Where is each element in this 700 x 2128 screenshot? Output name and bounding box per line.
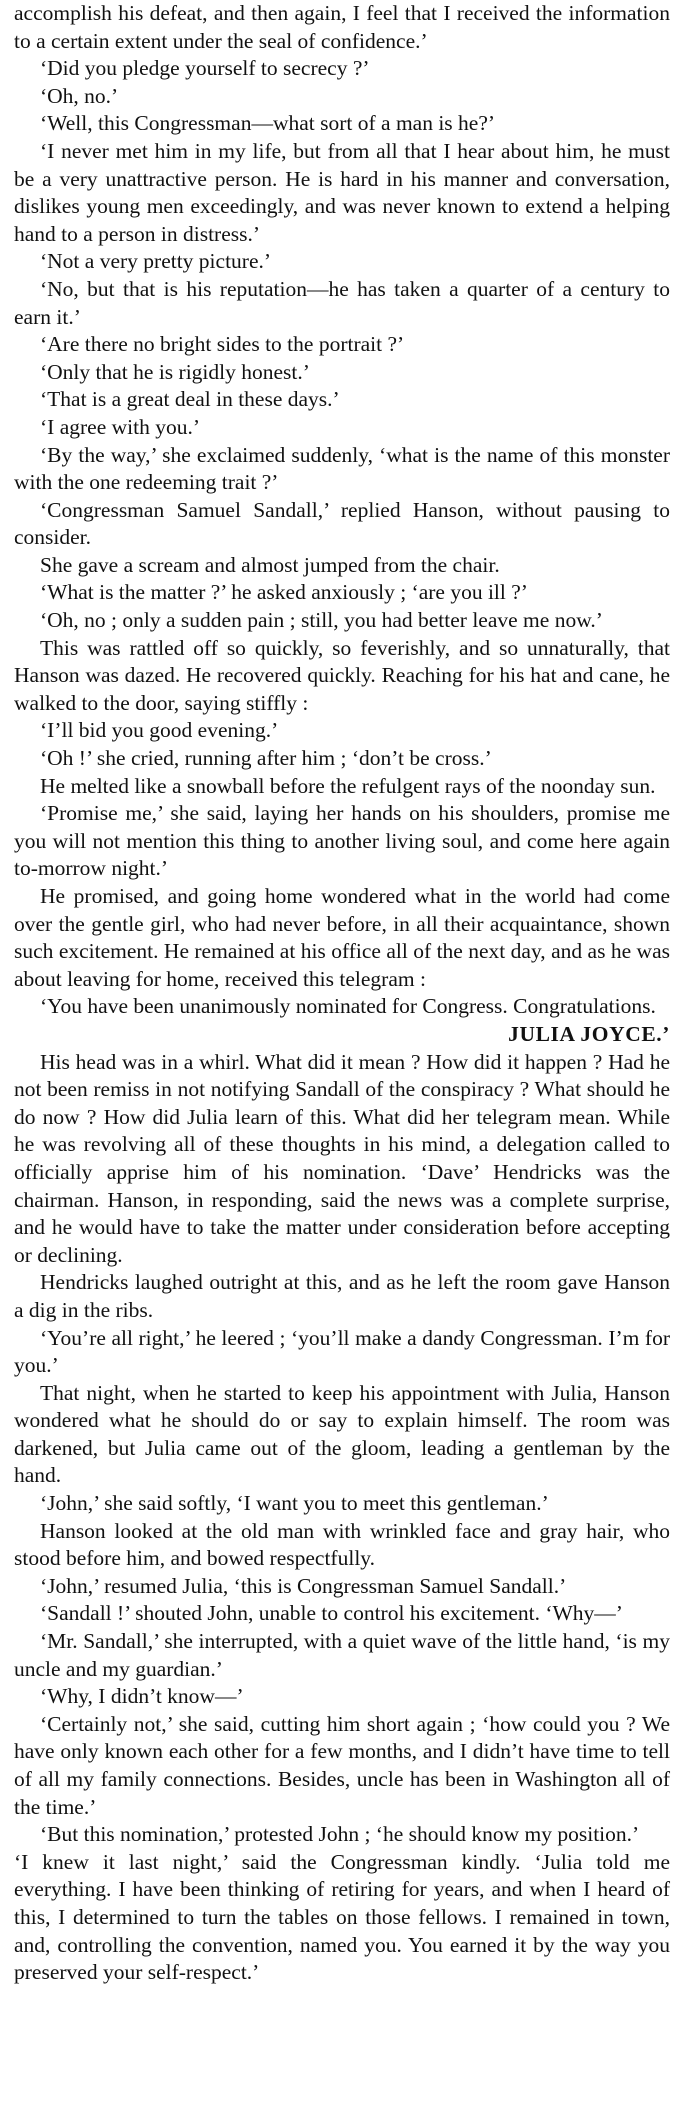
dialogue-line: ‘Did you pledge yourself to secrecy ?’ xyxy=(40,56,370,81)
paragraph: ‘Oh !’ she cried, running after him ; ‘don’t be cross.’ xyxy=(40,746,492,771)
paragraph: ‘John,’ she said softly, ‘I want you to meet this gentleman.’ xyxy=(40,1491,549,1516)
telegram-text: ‘You have been unanimously nominated for Congress. Congratulations. xyxy=(40,994,656,1019)
paragraph: ‘Sandall !’ shouted John, unable to control his excitement. ‘Why—’ xyxy=(40,1601,623,1626)
telegram-signature: JULIA JOYCE.’ xyxy=(508,1021,670,1046)
paragraph: His head was in a whirl. What did it mean ? How did it happen ? Had he not been remiss in not notifying Sandall of the conspiracy ? What should he do now ? How did Julia learn of this. What did her telegram mean. While he was revolving all of these thoughts in his mind, a delegation called to officially apprise him of his nomination. ‘Dave’ Hendricks was the chairman. Hanson, in responding, said the news was a complete surprise, and he would have to take the matter under consideration before accepting or declining. xyxy=(14,1049,670,1267)
paragraph: That night, when he started to keep his appointment with Julia, Hanson wondered what he should do or say to explain himself. The room was darkened, but Julia came out of the gloom, leading a gentleman by the hand. xyxy=(14,1380,670,1488)
paragraph: ‘Certainly not,’ she said, cutting him short again ; ‘how could you ? We have only known each other for a few months, and I didn’t have time to tell of all my family connections. Besides, uncle has been in Washington all of the time.’ xyxy=(14,1711,670,1819)
paragraph: He promised, and going home wondered what in the world had come over the gentle girl, who had never before, in all their acquaintance, shown such excitement. He remained at his office all of the next day, and as he was about leaving for home, received this telegram : xyxy=(14,884,670,991)
paragraph: ‘I never met him in my life, but from all that I hear about him, he must be a very unattractive person. He is hard in his manner and conversation, dislikes young men exceedingly, and was never known to extend a helping hand to a person in distress.’ xyxy=(14,138,670,246)
paragraph: ‘Oh, no ; only a sudden pain ; still, you had better leave me now.’ xyxy=(40,608,603,633)
paragraph: She gave a scream and almost jumped from the chair. xyxy=(40,552,500,577)
paragraph: ‘Promise me,’ she said, laying her hands on his shoulders, promise me you will not mention this thing to another living soul, and come here again to-morrow night.’ xyxy=(14,801,670,881)
dialogue-line: ‘Are there no bright sides to the portrait ?’ xyxy=(40,332,405,357)
dialogue-line: ‘Well, this Congressman—what sort of a man is he?’ xyxy=(40,111,496,136)
paragraph: Hanson looked at the old man with wrinkled face and gray hair, who stood before him, and bowed respectfully. xyxy=(14,1518,670,1571)
paragraph: ‘John,’ resumed Julia, ‘this is Congressman Samuel Sandall.’ xyxy=(40,1573,567,1598)
dialogue-line: ‘Why, I didn’t know—’ xyxy=(40,1684,244,1709)
paragraph: ‘What is the matter ?’ he asked anxiously ; ‘are you ill ?’ xyxy=(40,580,528,605)
paragraph: ‘You’re all right,’ he leered ; ‘you’ll make a dandy Congressman. I’m for you.’ xyxy=(14,1325,670,1378)
dialogue-line: ‘Only that he is rigidly honest.’ xyxy=(40,359,310,384)
dialogue-line: ‘I agree with you.’ xyxy=(40,414,200,439)
paragraph: ‘But this nomination,’ protested John ; ‘he should know my position.’ xyxy=(40,1822,640,1847)
paragraph: He melted like a snowball before the refulgent rays of the noonday sun. xyxy=(40,773,656,798)
dialogue-line: ‘I’ll bid you good evening.’ xyxy=(40,718,279,743)
paragraph: ‘Mr. Sandall,’ she interrupted, with a quiet wave of the little hand, ‘is my uncle and my guardian.’ xyxy=(14,1629,670,1681)
paragraph: Hendricks laughed outright at this, and as he left the room gave Hanson a dig in the ribs. xyxy=(14,1270,670,1322)
dialogue-line: ‘Not a very pretty picture.’ xyxy=(40,249,272,274)
paragraph: accomplish his defeat, and then again, I feel that I received the information to a certain extent under the seal of confidence.’ xyxy=(14,1,670,53)
dialogue-line: ‘That is a great deal in these days.’ xyxy=(40,387,340,412)
paragraph: ‘No, but that is his reputation—he has taken a quarter of a century to earn it.’ xyxy=(14,276,670,329)
paragraph: ‘By the way,’ she exclaimed suddenly, ‘what is the name of this monster with the one redeeming trait ?’ xyxy=(14,442,670,495)
paragraph: This was rattled off so quickly, so feverishly, and so unnaturally, that Hanson was dazed. He recovered quickly. Reaching for his hat and cane, he walked to the door, saying stiffly : xyxy=(14,635,670,715)
paragraph: ‘Congressman Samuel Sandall,’ replied Hanson, without pausing to consider. xyxy=(14,497,670,550)
paragraph: ‘I knew it last night,’ said the Congressman kindly. ‘Julia told me everything. I have been thinking of retiring for years, and when I heard of this, I determined to turn the tables on those fellows. I remained in town, and, controlling the convention, named you. You earned it by the way you preserved your self-respect.’ xyxy=(14,1849,670,1985)
dialogue-line: ‘Oh, no.’ xyxy=(40,83,119,108)
